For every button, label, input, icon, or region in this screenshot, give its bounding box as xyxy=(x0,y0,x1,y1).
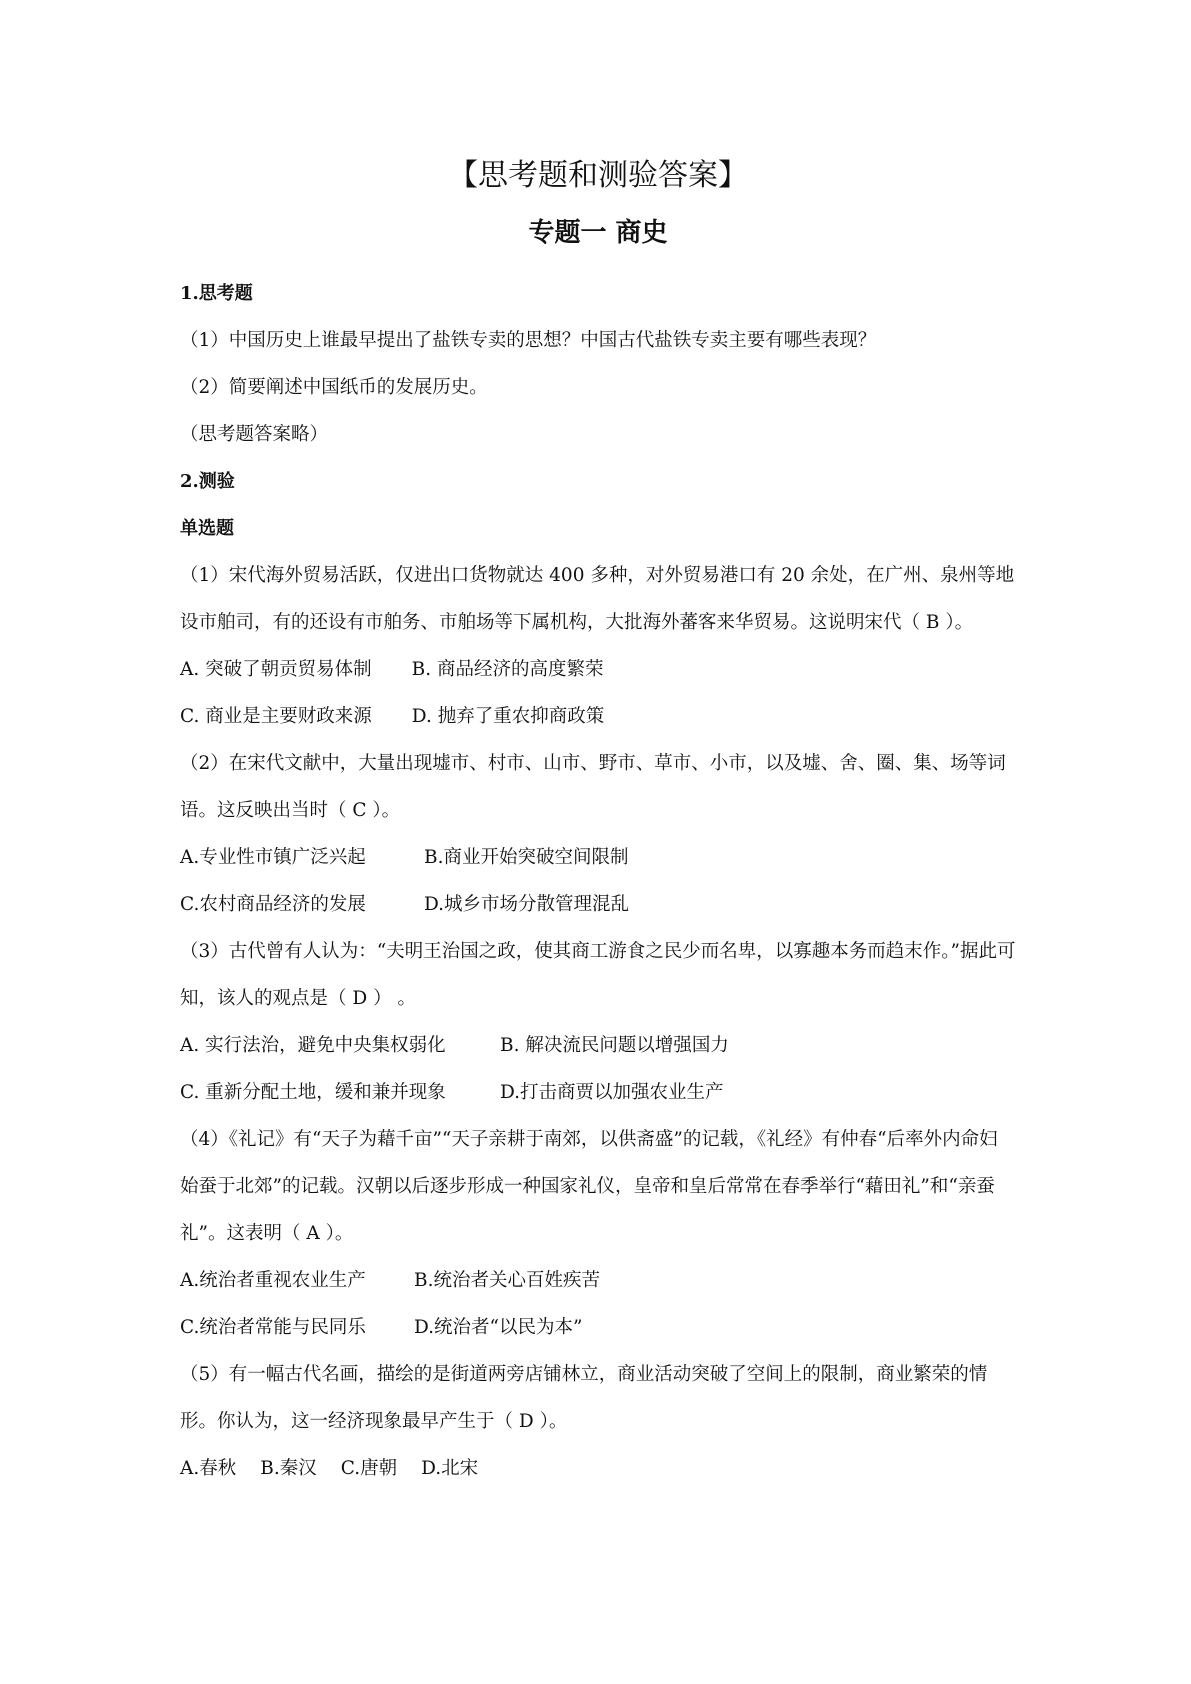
option-c: C.唐朝 xyxy=(340,1458,398,1479)
question-stem: （3）古代曾有人认为：“夫明王治国之政，使其商工游食之民少而名卑，以寡趣本务而趋末作。”据此可知，该人的观点是（ D ） 。 xyxy=(180,941,1016,1009)
options-row xyxy=(180,1257,1016,1304)
option-c: C. 商业是主要财政来源 xyxy=(180,706,372,727)
page-subtitle: 专题一 商史 xyxy=(528,218,668,248)
question-stem: （4）《礼记》有“天子为藉千亩”“天子亲耕于南郊，以供斋盛”的记载，《礼经》有仲春“后率外内命妇始蚕于北郊”的记载。汉朝以后逐步形成一种国家礼仪，皇帝和皇后常常在春季举行“藉田礼”和“亲蚕礼”。这表明（ A ）。 xyxy=(180,1129,998,1244)
section-subheading-single-choice: 单选题 xyxy=(180,518,234,539)
option-c: C.农村商品经济的发展 xyxy=(180,894,366,915)
options-row xyxy=(180,834,1016,881)
option-a: A.统治者重视农业生产 xyxy=(180,1270,366,1291)
option-a: A. 实行法治，避免中央集权弱化 xyxy=(180,1035,446,1056)
quiz-question-5 xyxy=(180,1351,1016,1492)
option-d: D.城乡市场分散管理混乱 xyxy=(424,894,630,915)
option-d: D.统治者“以民为本” xyxy=(414,1317,583,1338)
section-heading-think: 1.思考题 xyxy=(180,283,253,304)
options-row xyxy=(180,693,1016,740)
option-b: B.秦汉 xyxy=(260,1458,317,1479)
question-stem: （5）有一幅古代名画，描绘的是街道两旁店铺林立，商业活动突破了空间上的限制，商业繁荣的情形。你认为，这一经济现象最早产生于（ D ）。 xyxy=(180,1364,988,1432)
think-question-2: （2）简要阐述中国纸币的发展历史。 xyxy=(180,377,488,398)
option-b: B.统治者关心百姓疾苦 xyxy=(414,1270,600,1291)
section-heading-quiz: 2.测验 xyxy=(180,471,235,492)
option-b: B. 商品经济的高度繁荣 xyxy=(411,659,604,680)
options-row xyxy=(180,1445,1016,1492)
option-c: C. 重新分配土地，缓和兼并现象 xyxy=(180,1082,446,1103)
page-title: 【思考题和测验答案】 xyxy=(448,158,748,193)
quiz-question-1 xyxy=(180,552,1016,740)
option-b: B. 解决流民问题以增强国力 xyxy=(500,1035,729,1056)
document-content xyxy=(180,150,1016,1492)
think-note: （思考题答案略） xyxy=(180,424,329,445)
options-row xyxy=(180,1069,1016,1116)
quiz-question-4 xyxy=(180,1116,1016,1351)
options-row xyxy=(180,881,1016,928)
question-stem: （1）宋代海外贸易活跃，仅进出口货物就达 400 多种，对外贸易港口有 20 余处，在广州、泉州等地设市舶司，有的还设有市舶务、市舶场等下属机构，大批海外蕃客来华贸易。这说明宋代（ B ）。 xyxy=(180,565,1015,633)
question-stem: （2）在宋代文献中，大量出现墟市、村市、山市、野市、草市、小市，以及墟、舍、圈、集、场等词语。这反映出当时（ C ）。 xyxy=(180,753,1006,821)
option-d: D.北宋 xyxy=(421,1458,479,1479)
option-a: A.春秋 xyxy=(180,1458,237,1479)
option-b: B.商业开始突破空间限制 xyxy=(424,847,629,868)
section-think xyxy=(180,270,1016,458)
option-d: D.打击商贾以加强农业生产 xyxy=(500,1082,724,1103)
quiz-question-3 xyxy=(180,928,1016,1116)
option-a: A. 突破了朝贡贸易体制 xyxy=(180,659,372,680)
options-row xyxy=(180,1022,1016,1069)
think-question-1: （1）中国历史上谁最早提出了盐铁专卖的思想？中国古代盐铁专卖主要有哪些表现？ xyxy=(180,330,877,351)
options-row xyxy=(180,1304,1016,1351)
option-a: A.专业性市镇广泛兴起 xyxy=(180,847,366,868)
option-c: C.统治者常能与民同乐 xyxy=(180,1317,366,1338)
quiz-question-2 xyxy=(180,740,1016,928)
options-row xyxy=(180,646,1016,693)
option-d: D. 抛弃了重农抑商政策 xyxy=(411,706,605,727)
section-quiz xyxy=(180,458,1016,1492)
